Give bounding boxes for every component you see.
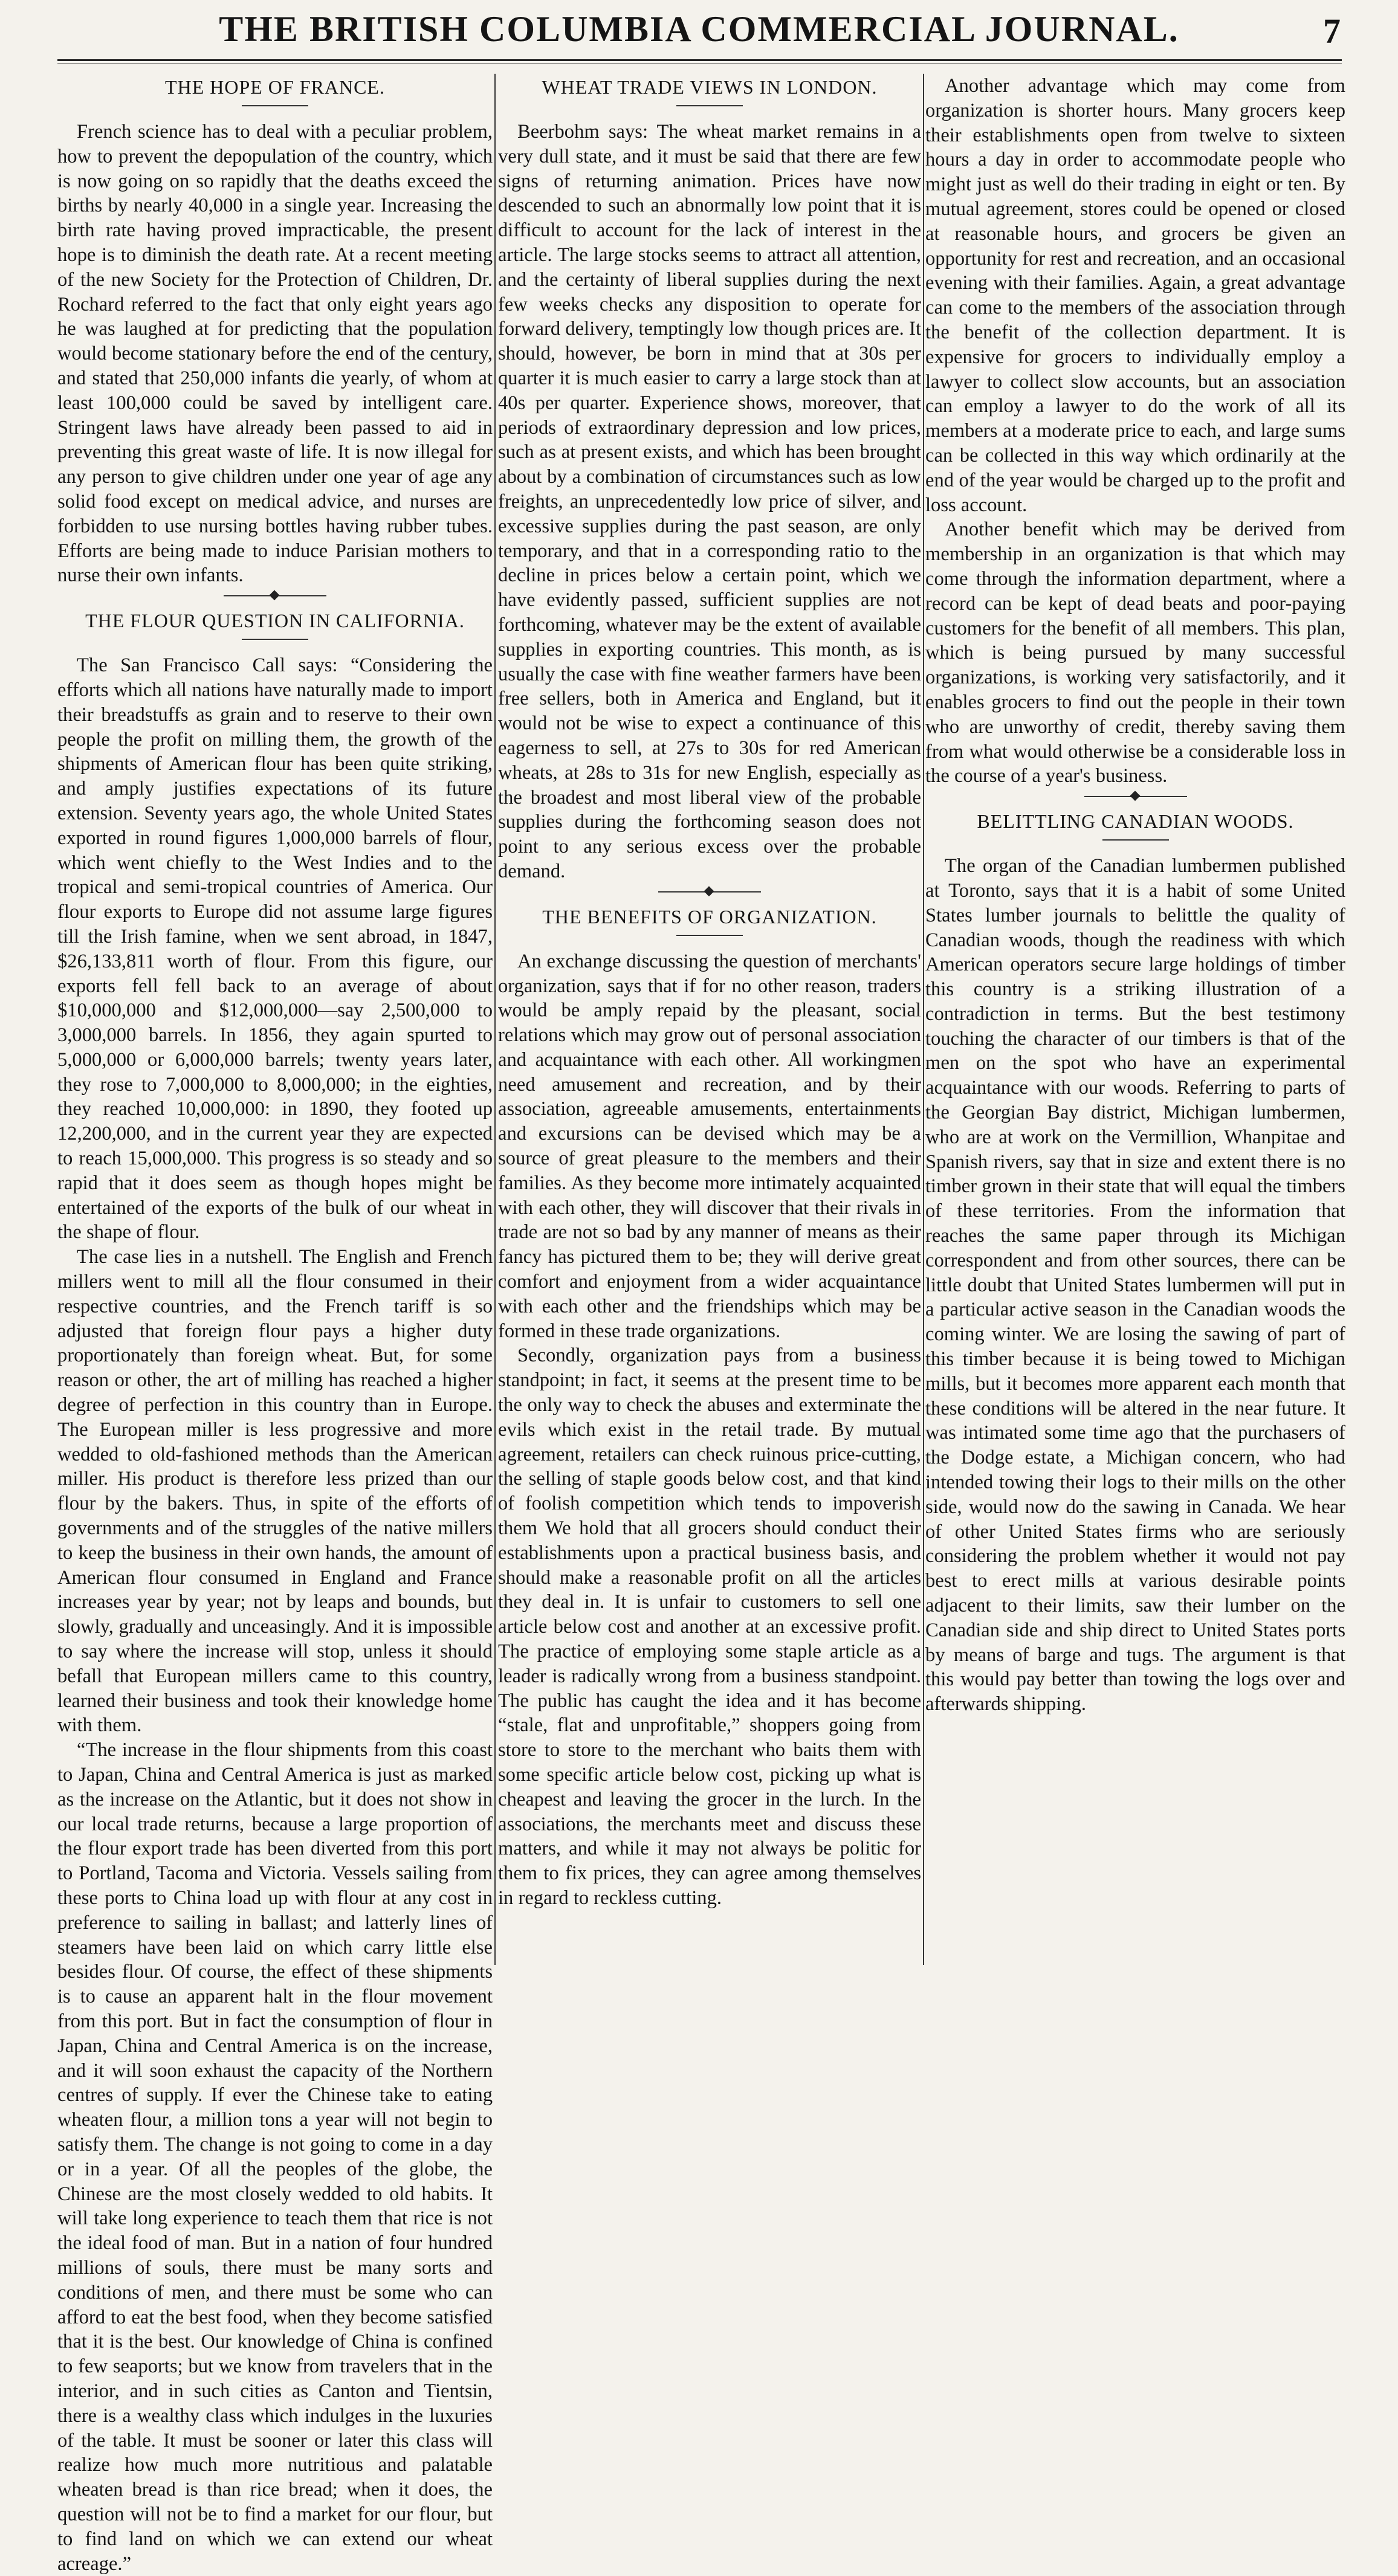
article-benefits-organization-continued — [925, 74, 1345, 789]
article-flour-question — [57, 607, 493, 2576]
title-rule — [242, 105, 308, 106]
title-rule — [1102, 839, 1169, 841]
column-2 — [498, 74, 921, 1971]
article-paragraph: Another advantage which may come from organization is shorter hours. Many grocers keep their establishments open from twelve to sixteen hours a day in order to accommodate people who might just as well do their trading in eight or ten. By mutual agreement, stores could be opened or closed at reasonable hours, and grocers be given an opportunity for rest and recreation, and an occasional evening with their families. Again, a great advantage can come to the members of the association through the benefit of the collection department. It is expensive for grocers to individually employ a lawyer to collect slow accounts, but an association can employ a lawyer to do the work of all its members at a moderate price to each, and large sums can be collected in this way which ordinarily at the end of the year would be charged up to the profit and loss account. — [925, 75, 1345, 516]
masthead-rule — [57, 59, 1342, 63]
article-paragraph: An exchange discussing the question of merchants' organization, says that if for no other reason, traders would be amply repaid by the pleasant, social relations which may grow out of personal association and acquaintance with each other. All workingmen need amusement and recreation, and by their association, agreeable amusements, entertainments and excursions can be devised which may be a source of great pleasure to the members and their families. As they become more intimately acquainted with each other, they will discover that their rivals in trade are not so bad by any manner of means as their fancy has pictured them to be; they will derive great comfort and enjoyment from a wider acquaintance with each other and the friendships which may be formed in these trade organizations. — [498, 950, 921, 1342]
article-title: BELITTLING CANADIAN WOODS. — [977, 810, 1294, 833]
section-ornament — [1084, 792, 1187, 801]
article-title: WHEAT TRADE VIEWS IN LONDON. — [542, 76, 878, 98]
article-wheat-trade — [498, 74, 921, 884]
article-paragraph: “The increase in the flour shipments from this coast to Japan, China and Central America is just as marked as the increase on the Atlantic, but it does not show in our local trade returns, because a large proportion of the flour export trade has been diverted from this port to Portland, Tacoma and Victoria. Vessels sailing from these ports to China load up with flour at any cost in preference to sailing in ballast; and latterly lines of steamers have been laid on which carry little else besides flour. Of course, the effect of these shipments is to cause an apparent halt in the flour movement from this port. But in fact the consumption of flour in Japan, China and Central America is on the increase, and it will soon exhaust the capacity of the Northern centres of supply. If ever the Chinese take to eating wheaten flour, a million tons a year will not begin to satisfy them. The change is not going to come in a day or in a year. Of all the peoples of the globe, the Chinese are the most closely wedded to old habits. It will take long experience to teach them that rice is not the ideal food of man. But in a nation of four hundred millions of souls, there must be many sorts and conditions of men, and there must be some who can afford to eat the best food, when they become satisfied that it is the best. Our knowledge of China is confined to few seaports; but we know from travelers that in the interior, and in such cities as Canton and Tientsin, there is a wealthy class which indulges in the luxuries of the table. It must be sooner or later this class will realize how much more nutritious and palatable wheaten bread is than rice bread; when it does, the question will not be to find a market for our flour, but to find land on which we can extend our wheat acreage.” — [57, 1739, 493, 2575]
article-paragraph: Another benefit which may be derived from membership in an organization is that which may come through the information department, where a record can be kept of dead beats and poor-paying customers for the benefit of all members. This plan, which is being pursued by many successful organizations, is working very satisfactorily, and it enables grocers to find out the people in their town who are unworthy of credit, thereby saving them from what would otherwise be a considerable loss in the course of a year's business. — [925, 518, 1345, 787]
article-title: THE FLOUR QUESTION IN CALIFORNIA. — [85, 610, 465, 632]
column-separator — [923, 74, 924, 1965]
article-paragraph: French science has to deal with a peculiar problem, how to prevent the depopulation of the country, which is now going on so rapidly that the deaths exceed the births by nearly 40,000 in a single year. Increasing the birth rate having proved impracticable, the present hope is to diminish the death rate. At a recent meeting of the new Society for the Protection of Children, Dr. Rochard referred to the fact that only eight years ago he was laughed at for predicting that the population would become stationary before the end of the century, and stated that 250,000 infants die yearly, of whom at least 100,000 could be saved by intelligent care. Stringent laws have already been passed to aid in preventing this great waste of life. It is now illegal for any person to give children under one year of age any solid food except on medical advice, and nurses are forbidden to use nursing bottles having rubber tubes. Efforts are being made to induce Parisian mothers to nurse their own infants. — [57, 121, 493, 587]
column-separator — [494, 74, 496, 1965]
section-ornament — [658, 888, 761, 896]
journal-title: THE BRITISH COLUMBIA COMMERCIAL JOURNAL. — [219, 9, 1179, 49]
article-paragraph: The case lies in a nutshell. The English and French millers went to mill all the flour consumed in their respective countries, and the French tariff is so adjusted that foreign flour pays a higher duty proportionately than foreign wheat. But, for some reason or other, the art of milling has reached a higher degree of perfection in this country than in Europe. The European miller is less progressive and more wedded to old-fashioned methods than the American miller. His product is therefore less prized than our flour by the bakers. Thus, in spite of the efforts of governments and of the struggles of the native millers to keep the business in their own hands, the amount of American flour consumed in England and France increases year by year; not by leaps and bounds, but slowly, gradually and unceasingly. And it is impossible to say where the increase will stop, unless it should befall that European millers came to this country, learned their business and took their knowledge home with them. — [57, 1246, 493, 1737]
article-hope-of-france — [57, 74, 493, 588]
article-title: THE HOPE OF FRANCE. — [165, 76, 385, 98]
column-1 — [57, 74, 493, 2575]
article-paragraph: Beerbohm says: The wheat market remains in a very dull state, and it must be said that there are few signs of returning animation. Prices have now descended to such an abnormally low point that it is difficult to account for the lack of interest in the article. The large stocks seems to attract all attention, and the certainty of liberal supplies during the next few weeks checks any disposition to operate for forward delivery, temptingly low though prices are. It should, however, be born in mind that at 30s per quarter it is much easier to carry a large stock than at 40s per quarter. Experience shows, moreover, that periods of extraordinary depression and low prices, such as at present exists, and which has been brought about by a combination of circumstances such as low freights, an unprecedentedly low price of silver, and excessive supplies during the past season, are only temporary, and that in a corresponding ratio to the decline in prices below a certain point, which we have evidently passed, sufficient supplies are not forthcoming, whatever may be the extent of available supplies in exporting countries. This month, as is usually the case with fine weather farmers have been free sellers, both in America and England, but it would not be wise to expect a continuance of this eagerness to sell, at 27s to 30s for red American wheats, at 28s to 31s for new English, especially as the broadest and most liberal view of the probable supplies during the forthcoming season does not point to any serious excess over the probable demand. — [498, 121, 921, 882]
masthead — [0, 0, 1398, 58]
article-paragraph: The San Francisco Call says: “Considering the efforts which all nations have naturally made to import their breadstuffs as grain and to reserve to their own people the profit on milling them, the growth of the shipments of American flour has been quite striking, and amply justifies expectations of its future extension. Seventy years ago, the whole United States exported in round figures 1,000,000 barrels of flour, which went chiefly to the West Indies and to the tropical and semi-tropical countries of America. Our flour exports to Europe did not assume large figures till the Irish famine, when we sent abroad, in 1847, $26,133,811 worth of flour. From this figure, our exports fell fell back to an average of about $10,000,000 and $12,000,000—say 2,500,000 to 3,000,000 barrels. In 1856, they again spurted to 5,000,000 or 6,000,000 barrels; twenty years later, they rose to 7,000,000 to 8,000,000; in the eighties, they reached 10,000,000: in 1890, they footed up 12,200,000, and in the current year they are expected to reach 15,000,000. This progress is so steady and so rapid that it does seem as though hopes might be entertained of the exports of the bulk of our wheat in the shape of flour. — [57, 654, 493, 1244]
article-paragraph: The organ of the Canadian lumbermen published at Toronto, says that it is a habit of some United States lumber journals to belittle the quality of Canadian woods, though the readiness with which American operators secure large holdings of timber this country is a striking illustration of a contradiction in terms. But the best testimony touching the character of our timbers is that of the men on the spot who have an experimental acquaintance with our woods. Referring to parts of the Georgian Bay district, Michigan lumbermen, who are at work on the Vermillion, Whanpitae and Spanish rivers, say that in size and extent there is no timber grown in their state that will equal the timbers of these territories. From the information that reaches the same paper through its Michigan correspondent and from other sources, there can be little doubt that United States lumbermen will put in a particular active season in the Canadian woods the coming winter. We are losing the sawing of part of this timber because it is being towed to Michigan mills, but it becomes more apparent each month that these conditions will be altered in the near future. It was intimated some time ago that the purchasers of the Dodge estate, a Michigan concern, who had intended towing their logs to their mills on the other side, would now do the sawing in Canada. We hear of other United States firms who are seriously considering the problem whether it would not pay best to erect mills at various desirable points adjacent to their limits, saw their lumber on the Canadian side and ship direct to United States ports by means of barge and tugs. The argument is that this would pay better than towing the logs over and afterwards shipping. — [925, 855, 1345, 1716]
article-belittling-woods — [925, 808, 1345, 1717]
article-title: THE BENEFITS OF ORGANIZATION. — [542, 905, 877, 928]
title-rule — [676, 935, 743, 936]
article-benefits-organization — [498, 903, 921, 1911]
column-3 — [925, 74, 1345, 1971]
section-ornament — [224, 592, 326, 600]
page-number: 7 — [1323, 11, 1341, 51]
article-paragraph: Secondly, organization pays from a business standpoint; in fact, it seems at the present time to be the only way to check the abuses and exterminate the evils which exist in the retail trade. By mutual agreement, retailers can check ruinous price-cutting, the selling of staple goods below cost, and that kind of foolish competition which tends to impoverish them We hold that all grocers should conduct their establishments upon a practical business basis, and should make a reasonable profit on all the articles they deal in. It is unfair to customers to sell one article below cost and another at an excessive profit. The practice of employing some staple article as a leader is radically wrong from a business standpoint. The public has caught the idea and it has become “stale, flat and unprofitable,” shoppers going from store to store to the merchant who baits them with some specific article below cost, picking up what is cheapest and leaving the grocer in the lurch. In the associations, the merchants meet and discuss these matters, and while it may not always be politic for them to fix prices, they can agree among themselves in regard to reckless cutting. — [498, 1344, 921, 1909]
title-rule — [242, 639, 308, 640]
title-rule — [676, 105, 743, 106]
